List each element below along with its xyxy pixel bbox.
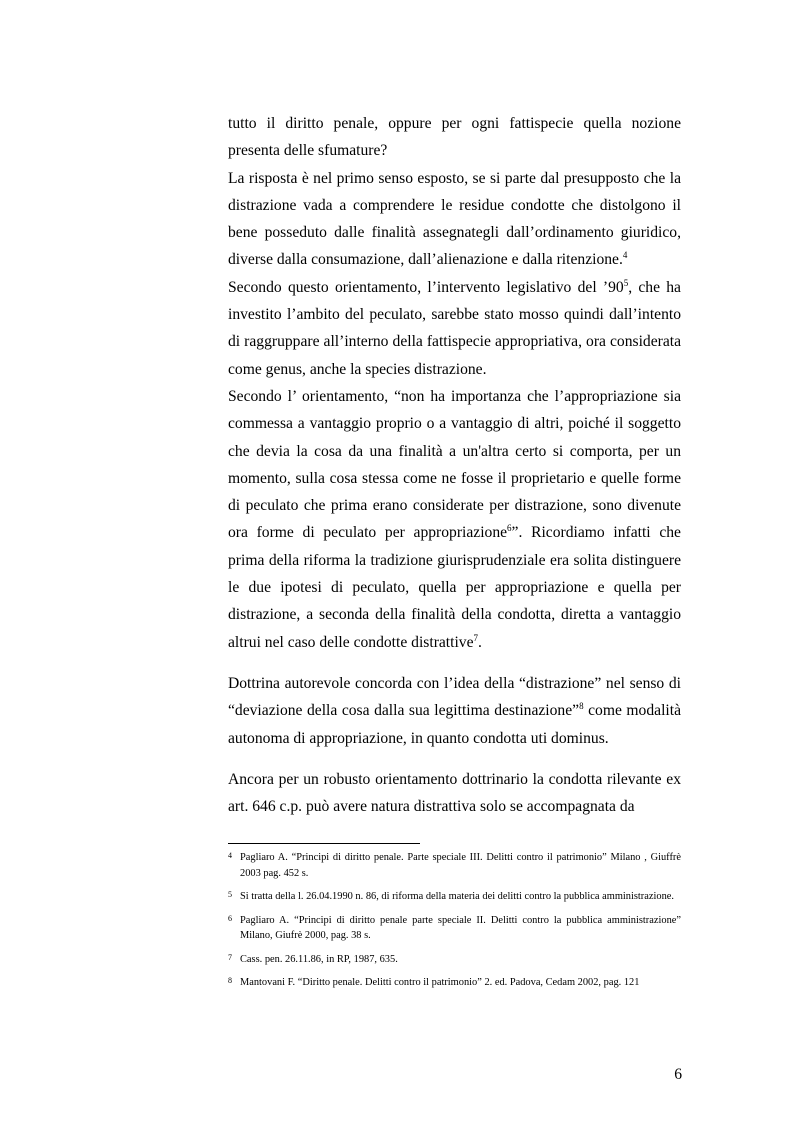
paragraph-text: La risposta è nel primo senso esposto, se si parte dal presupposto che la distrazione vada a comprendere le residue condotte che distolgono il bene posseduto dalle finalità assegnategli dall’ordinamento giuridico, diverse dalla consumazione, dall’alienazione e dalla ritenzione. [228,169,681,269]
footnote-ref[interactable]: 5 [623,277,629,288]
footnote [228,913,681,944]
footnote-mark: 6 [228,913,232,923]
footnote-mark: 7 [228,952,232,962]
paragraph [228,670,681,752]
footnote-mark: 5 [228,890,232,899]
footnote-text: Mantovani F. “Diritto penale. Delitti contro il patrimonio” 2. ed. Padova, Cedam 2002, pag. 121 [240,977,640,988]
footnotes [228,850,681,999]
paragraph-text: Dottrina autorevole concorda con l’idea della “distrazione” nel senso di “deviazione della cosa dalla sua legittima destinazione” [228,674,681,720]
paragraph-text: . [478,633,482,651]
footnote [228,850,681,881]
paragraph: tutto il diritto penale, oppure per ogni fattispecie quella nozione presenta delle sfumature? [228,115,681,160]
footnote-text: Si tratta della l. 26.04.1990 n. 86, di riforma della materia dei delitti contro la pubblica amministrazione. [240,891,674,902]
footnote-mark: 4 [228,851,232,860]
footnote-ref[interactable]: 4 [622,250,628,261]
footnote-separator [228,843,420,844]
footnote-ref[interactable]: 6 [507,523,512,534]
footnote-text: Cass. pen. 26.11.86, in RP, 1987, 635. [240,953,398,965]
page-number: 6 [674,1066,682,1083]
paragraph-text: ”. Ricordiamo infatti che prima della riforma la tradizione giurisprudenziale era solita distinguere le due ipotesi di peculato, quella per appropriazione e quella per distrazione, a seconda della finalità della condotta, diretta a vantaggio altrui nel caso delle condotte distrattive [228,524,681,651]
paragraph: Ancora per un robusto orientamento dottrinario la condotta rilevante ex art. 646 c.p. può avere natura distrattiva solo se accompagnata da [228,770,681,816]
paragraph-text: come modalità autonoma di appropriazione, in quanto condotta uti dominus. [228,702,681,747]
footnote-text: Pagliaro A. “Principi di diritto penale parte speciale II. Delitti contro la pubblica amministrazione” Milano, Giufrè 2000, pag. 38 s. [240,914,681,941]
footnote [228,975,681,991]
paragraph [228,165,681,274]
footnote [228,889,681,905]
footnote [228,952,681,968]
footnote-text: Pagliaro A. “Principi di diritto penale. Parte speciale III. Delitti contro il patrimonio” Milano , Giuffrè 2003 pag. 452 s. [240,852,681,879]
paragraph [228,383,681,656]
paragraph-text: , che ha investito l’ambito del peculato, sarebbe stato mosso quindi dall’intento di raggruppare all’interno della fattispecie appropriativa, ora considerata come genus, anche la species distrazione. [228,278,681,378]
paragraph-text: Secondo questo orientamento, l’intervento legislativo del ’90 [228,278,624,296]
footnote-mark: 8 [228,976,232,985]
paragraph [228,274,681,383]
paragraph-text: Secondo l’ orientamento, “non ha importanza che l’appropriazione sia commessa a vantaggio proprio o a vantaggio di altri, poiché il soggetto che devia la cosa da una finalità a un'altra certo si comporta, per un momento, sulla cosa stessa come ne fosse il proprietario e quelle forme di peculato che prima erano considerate per distrazione, sono divenute ora forme di peculato per appropriazione [228,387,681,542]
footnote-ref[interactable]: 8 [579,701,584,712]
body-text [228,110,681,820]
footnote-ref[interactable]: 7 [473,632,479,643]
